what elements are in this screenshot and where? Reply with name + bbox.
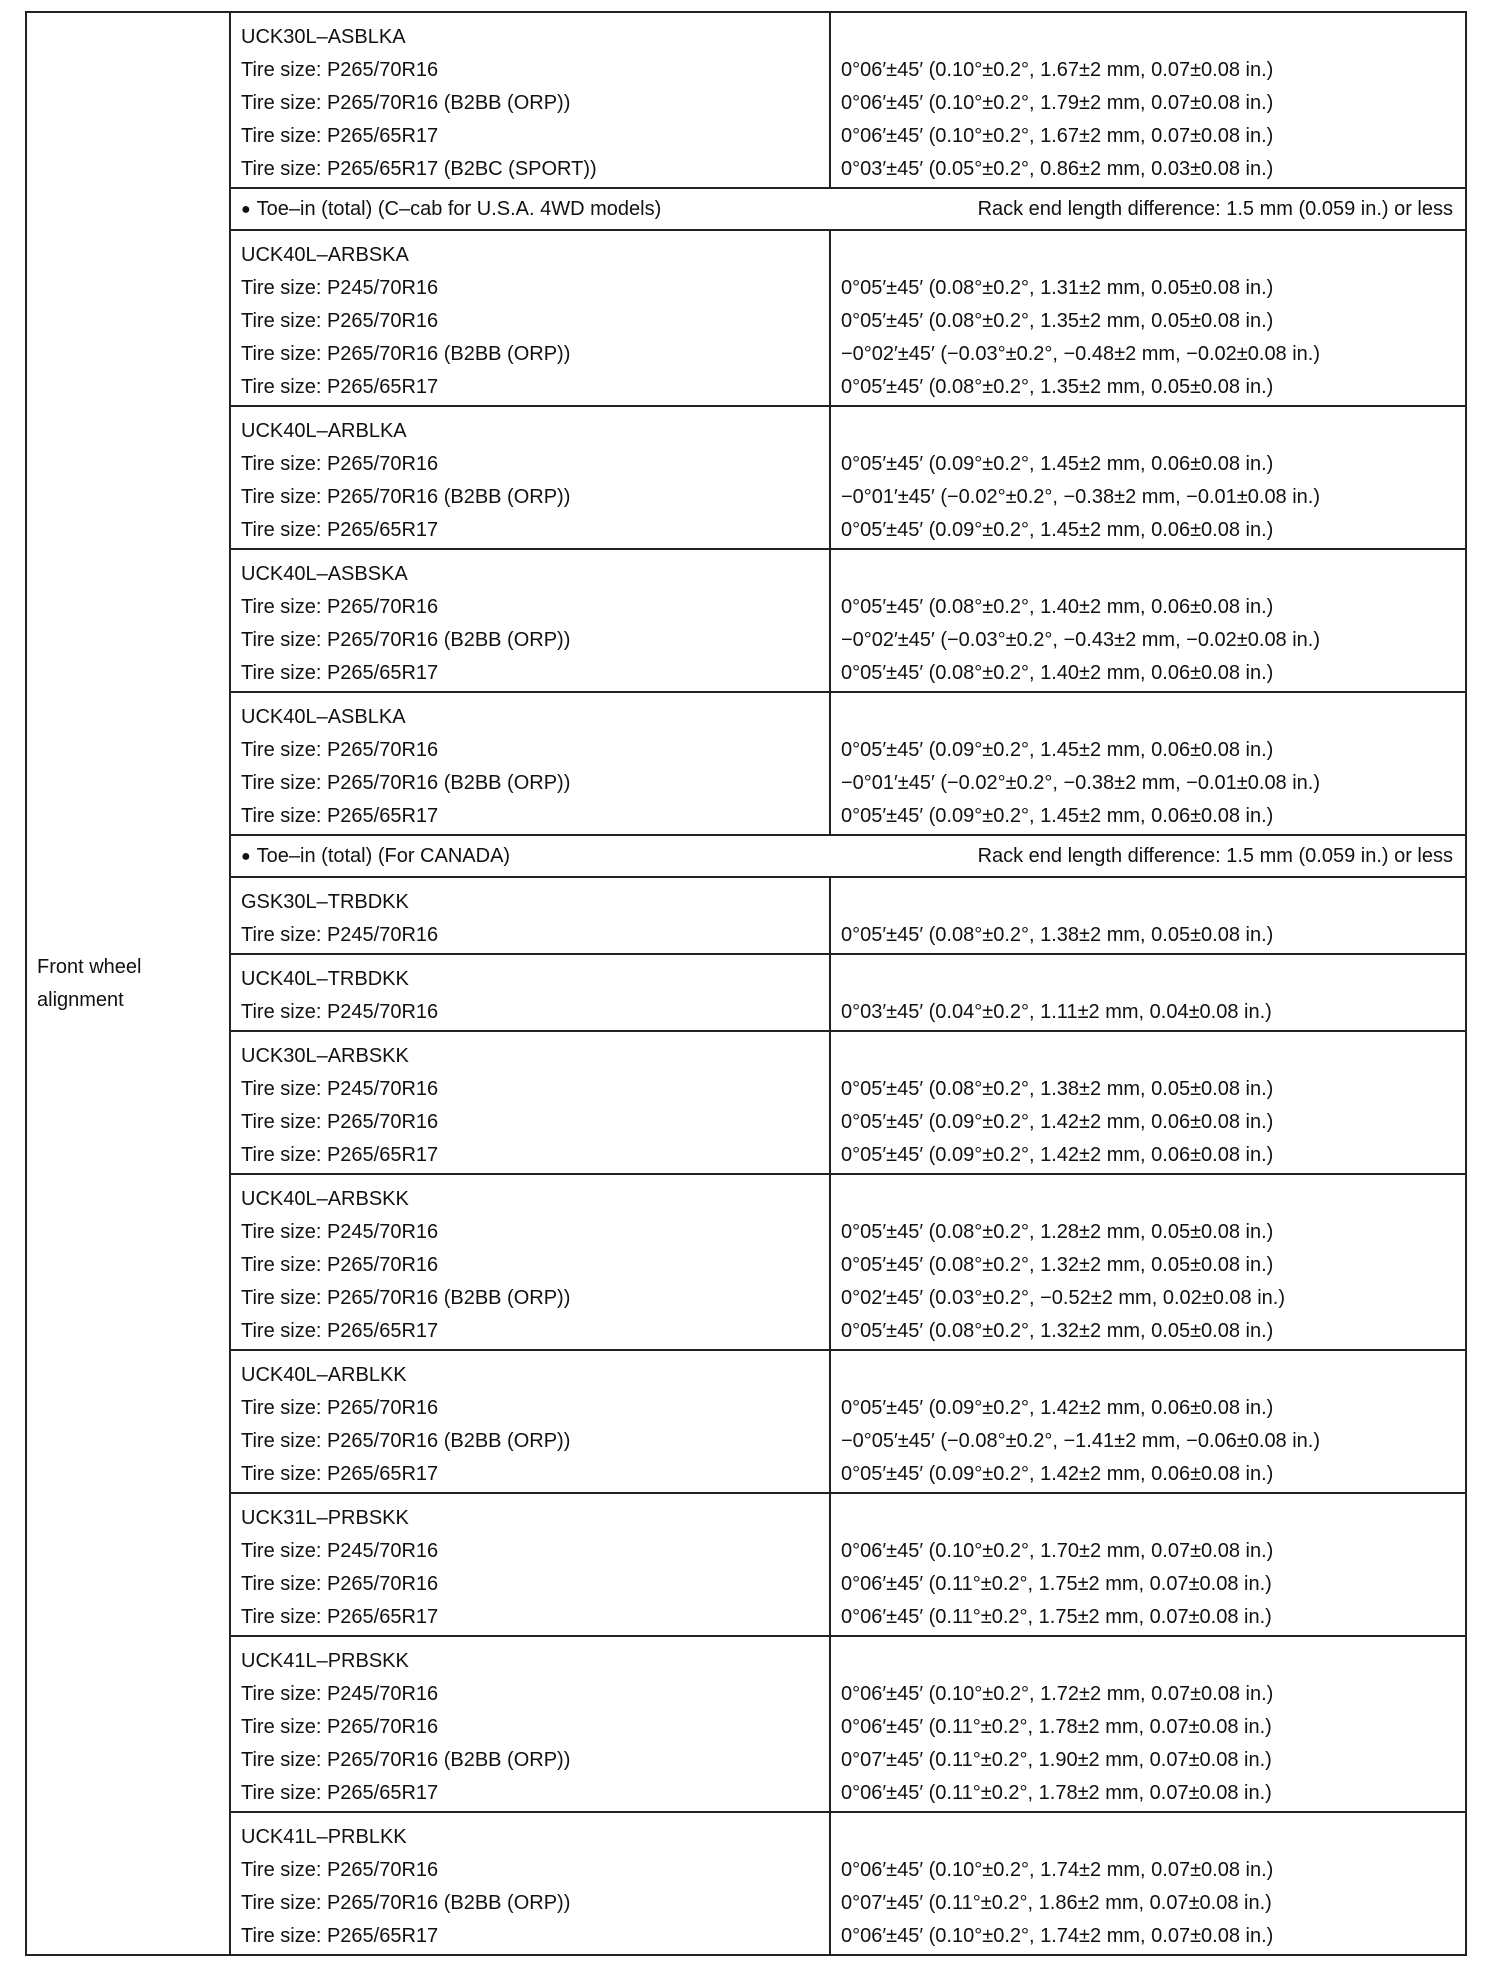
section-header-cell (230, 835, 1466, 877)
toe-in-value: −0°02′±45′ (−0.03°±0.2°, −0.43±2 mm, −0.02±0.08 in.) (841, 629, 1321, 651)
model-cell (230, 877, 830, 954)
toe-in-value: 0°06′±45′ (0.10°±0.2°, 1.70±2 mm, 0.07±0.08 in.) (841, 1540, 1274, 1562)
toe-in-value: 0°07′±45′ (0.11°±0.2°, 1.90±2 mm, 0.07±0.08 in.) (841, 1749, 1272, 1771)
model-group-row (26, 1350, 1466, 1493)
value-spacer (841, 963, 1465, 996)
toe-in-value: 0°05′±45′ (0.08°±0.2°, 1.40±2 mm, 0.06±0.08 in.) (841, 596, 1274, 618)
table-body (26, 12, 1466, 1955)
model-code: UCK40L–TRBDKK (241, 968, 409, 990)
section-header-title: Toe–in (total) (C–cab for U.S.A. 4WD models) (256, 198, 662, 220)
tire-size-label: Tire size: P265/65R17 (241, 662, 439, 684)
model-group-row (26, 549, 1466, 692)
value-spacer (841, 21, 1465, 54)
model-code: UCK40L–ASBLKA (241, 706, 406, 728)
model-cell (230, 549, 830, 692)
tire-size-label: Tire size: P265/65R17 (241, 519, 439, 541)
section-header-title-wrap (241, 189, 661, 229)
tire-size-label: Tire size: P265/70R16 (241, 1111, 439, 1133)
tire-size-label: Tire size: P265/65R17 (241, 1144, 439, 1166)
value-cell (830, 1174, 1466, 1350)
model-code: UCK40L–ARBLKK (241, 1364, 407, 1386)
model-group-row (26, 692, 1466, 835)
toe-in-value: 0°05′±45′ (0.08°±0.2°, 1.38±2 mm, 0.05±0.08 in.) (841, 1078, 1274, 1100)
toe-in-value: 0°05′±45′ (0.08°±0.2°, 1.35±2 mm, 0.05±0.08 in.) (841, 310, 1274, 332)
tire-size-label: Tire size: P265/70R16 (B2BB (ORP)) (241, 92, 571, 114)
tire-size-label: Tire size: P265/70R16 (B2BB (ORP)) (241, 1287, 571, 1309)
value-cell (830, 692, 1466, 835)
value-cell (830, 1812, 1466, 1955)
tire-size-label: Tire size: P265/70R16 (B2BB (ORP)) (241, 343, 571, 365)
model-code: UCK40L–ASBSKA (241, 563, 408, 585)
section-header-row (26, 835, 1466, 877)
tire-size-label: Tire size: P265/65R17 (241, 805, 439, 827)
toe-in-value: 0°06′±45′ (0.10°±0.2°, 1.79±2 mm, 0.07±0.08 in.) (841, 92, 1274, 114)
model-group-row (26, 1031, 1466, 1174)
model-cell (230, 1636, 830, 1812)
toe-in-value: 0°07′±45′ (0.11°±0.2°, 1.86±2 mm, 0.07±0.08 in.) (841, 1892, 1272, 1914)
model-code: UCK40L–ARBSKA (241, 244, 409, 266)
model-group-row (26, 230, 1466, 406)
value-cell (830, 1350, 1466, 1493)
model-group-row (26, 1812, 1466, 1955)
toe-in-value: 0°05′±45′ (0.08°±0.2°, 1.32±2 mm, 0.05±0.08 in.) (841, 1254, 1274, 1276)
bullet-icon: ● (241, 848, 251, 865)
value-cell (830, 549, 1466, 692)
toe-in-value: 0°06′±45′ (0.10°±0.2°, 1.67±2 mm, 0.07±0.08 in.) (841, 125, 1274, 147)
tire-size-label: Tire size: P265/70R16 (241, 310, 439, 332)
model-cell (230, 12, 830, 188)
toe-in-value: 0°05′±45′ (0.09°±0.2°, 1.42±2 mm, 0.06±0.08 in.) (841, 1144, 1274, 1166)
model-cell (230, 692, 830, 835)
tire-size-label: Tire size: P265/70R16 (241, 1254, 439, 1276)
value-cell (830, 1636, 1466, 1812)
value-cell (830, 1031, 1466, 1174)
value-cell (830, 406, 1466, 549)
model-group-row (26, 1493, 1466, 1636)
toe-in-value: −0°02′±45′ (−0.03°±0.2°, −0.48±2 mm, −0.02±0.08 in.) (841, 343, 1321, 365)
model-cell (230, 1031, 830, 1174)
section-header (231, 836, 1465, 876)
bullet-icon: ● (241, 201, 251, 218)
toe-in-value: 0°05′±45′ (0.09°±0.2°, 1.45±2 mm, 0.06±0.08 in.) (841, 739, 1274, 761)
model-code: UCK31L–PRBSKK (241, 1507, 409, 1529)
value-cell (830, 1493, 1466, 1636)
model-cell (230, 230, 830, 406)
tire-size-label: Tire size: P265/70R16 (B2BB (ORP)) (241, 1430, 571, 1452)
tire-size-label: Tire size: P265/70R16 (241, 1573, 439, 1595)
model-code: GSK30L–TRBDKK (241, 891, 409, 913)
tire-size-label: Tire size: P265/65R17 (241, 1606, 439, 1628)
model-cell (230, 1174, 830, 1350)
tire-size-label: Tire size: P265/65R17 (B2BC (SPORT)) (241, 158, 597, 180)
toe-in-value: −0°01′±45′ (−0.02°±0.2°, −0.38±2 mm, −0.01±0.08 in.) (841, 772, 1321, 794)
section-header-note: Rack end length difference: 1.5 mm (0.059 in.) or less (977, 198, 1453, 220)
tire-size-label: Tire size: P265/70R16 (B2BB (ORP)) (241, 1892, 571, 1914)
value-cell (830, 954, 1466, 1031)
tire-size-label: Tire size: P245/70R16 (241, 1540, 439, 1562)
tire-size-label: Tire size: P265/70R16 (B2BB (ORP)) (241, 772, 571, 794)
toe-in-value: 0°05′±45′ (0.08°±0.2°, 1.32±2 mm, 0.05±0.08 in.) (841, 1320, 1274, 1342)
tire-size-label: Tire size: P265/70R16 (241, 596, 439, 618)
alignment-spec-table (25, 11, 1467, 1956)
toe-in-value: −0°01′±45′ (−0.02°±0.2°, −0.38±2 mm, −0.01±0.08 in.) (841, 486, 1321, 508)
toe-in-value: 0°06′±45′ (0.11°±0.2°, 1.75±2 mm, 0.07±0.08 in.) (841, 1573, 1272, 1595)
tire-size-label: Tire size: P265/65R17 (241, 1782, 439, 1804)
tire-size-label: Tire size: P245/70R16 (241, 1221, 439, 1243)
tire-size-label: Tire size: P265/70R16 (B2BB (ORP)) (241, 629, 571, 651)
value-cell (830, 877, 1466, 954)
value-spacer (841, 1359, 1465, 1392)
value-spacer (841, 1502, 1465, 1535)
toe-in-value: 0°06′±45′ (0.11°±0.2°, 1.78±2 mm, 0.07±0.08 in.) (841, 1716, 1272, 1738)
model-group-row (26, 877, 1466, 954)
section-header-title: Toe–in (total) (For CANADA) (256, 845, 511, 867)
toe-in-value: 0°06′±45′ (0.11°±0.2°, 1.75±2 mm, 0.07±0.08 in.) (841, 1606, 1272, 1628)
model-cell (230, 1812, 830, 1955)
tire-size-label: Tire size: P245/70R16 (241, 1078, 439, 1100)
tire-size-label: Tire size: P265/70R16 (241, 59, 439, 81)
tire-size-label: Tire size: P265/65R17 (241, 376, 439, 398)
tire-size-label: Tire size: P265/70R16 (241, 1716, 439, 1738)
value-spacer (841, 1645, 1465, 1678)
row-label-cell (26, 12, 230, 1955)
toe-in-value: 0°06′±45′ (0.10°±0.2°, 1.74±2 mm, 0.07±0.08 in.) (841, 1859, 1274, 1881)
toe-in-value: 0°03′±45′ (0.04°±0.2°, 1.11±2 mm, 0.04±0.08 in.) (841, 1001, 1272, 1023)
value-cell (830, 12, 1466, 188)
model-group-row (26, 406, 1466, 549)
model-cell (230, 954, 830, 1031)
value-spacer (841, 1040, 1465, 1073)
toe-in-value: 0°06′±45′ (0.10°±0.2°, 1.74±2 mm, 0.07±0.08 in.) (841, 1925, 1274, 1947)
value-spacer (841, 558, 1465, 591)
model-code: UCK40L–ARBSKK (241, 1188, 409, 1210)
model-group-row (26, 1636, 1466, 1812)
toe-in-value: 0°06′±45′ (0.10°±0.2°, 1.67±2 mm, 0.07±0.08 in.) (841, 59, 1274, 81)
tire-size-label: Tire size: P245/70R16 (241, 277, 439, 299)
toe-in-value: −0°05′±45′ (−0.08°±0.2°, −1.41±2 mm, −0.06±0.08 in.) (841, 1430, 1321, 1452)
value-cell (830, 230, 1466, 406)
toe-in-value: 0°06′±45′ (0.11°±0.2°, 1.78±2 mm, 0.07±0.08 in.) (841, 1782, 1272, 1804)
toe-in-value: 0°02′±45′ (0.03°±0.2°, −0.52±2 mm, 0.02±0.08 in.) (841, 1287, 1285, 1309)
tire-size-label: Tire size: P245/70R16 (241, 924, 439, 946)
model-group-row (26, 12, 1466, 188)
section-header-cell (230, 188, 1466, 230)
toe-in-value: 0°05′±45′ (0.09°±0.2°, 1.42±2 mm, 0.06±0.08 in.) (841, 1463, 1274, 1485)
model-cell (230, 1350, 830, 1493)
row-label-line: Front wheel (37, 955, 142, 978)
tire-size-label: Tire size: P265/65R17 (241, 1320, 439, 1342)
value-spacer (841, 1821, 1465, 1854)
section-header-row (26, 188, 1466, 230)
tire-size-label: Tire size: P265/70R16 (B2BB (ORP)) (241, 1749, 571, 1771)
toe-in-value: 0°05′±45′ (0.09°±0.2°, 1.42±2 mm, 0.06±0.08 in.) (841, 1397, 1274, 1419)
value-spacer (841, 886, 1465, 919)
tire-size-label: Tire size: P265/70R16 (B2BB (ORP)) (241, 486, 571, 508)
model-code: UCK41L–PRBLKK (241, 1826, 407, 1848)
toe-in-value: 0°05′±45′ (0.08°±0.2°, 1.35±2 mm, 0.05±0.08 in.) (841, 376, 1274, 398)
toe-in-value: 0°05′±45′ (0.08°±0.2°, 1.40±2 mm, 0.06±0.08 in.) (841, 662, 1274, 684)
tire-size-label: Tire size: P265/70R16 (241, 1859, 439, 1881)
tire-size-label: Tire size: P265/70R16 (241, 1397, 439, 1419)
model-code: UCK40L–ARBLKA (241, 420, 407, 442)
value-spacer (841, 239, 1465, 272)
model-cell (230, 1493, 830, 1636)
model-group-row (26, 1174, 1466, 1350)
model-code: UCK30L–ASBLKA (241, 26, 406, 48)
model-group-row (26, 954, 1466, 1031)
section-header-note: Rack end length difference: 1.5 mm (0.059 in.) or less (977, 845, 1453, 867)
toe-in-value: 0°05′±45′ (0.09°±0.2°, 1.45±2 mm, 0.06±0.08 in.) (841, 519, 1274, 541)
toe-in-value: 0°05′±45′ (0.08°±0.2°, 1.38±2 mm, 0.05±0.08 in.) (841, 924, 1274, 946)
value-spacer (841, 1183, 1465, 1216)
toe-in-value: 0°05′±45′ (0.09°±0.2°, 1.45±2 mm, 0.06±0.08 in.) (841, 805, 1274, 827)
model-cell (230, 406, 830, 549)
tire-size-label: Tire size: P245/70R16 (241, 1683, 439, 1705)
tire-size-label: Tire size: P265/65R17 (241, 1925, 439, 1947)
model-code: UCK30L–ARBSKK (241, 1045, 409, 1067)
section-header (231, 189, 1465, 229)
toe-in-value: 0°05′±45′ (0.08°±0.2°, 1.31±2 mm, 0.05±0.08 in.) (841, 277, 1274, 299)
toe-in-value: 0°05′±45′ (0.09°±0.2°, 1.42±2 mm, 0.06±0.08 in.) (841, 1111, 1274, 1133)
tire-size-label: Tire size: P265/70R16 (241, 453, 439, 475)
section-header-title-wrap (241, 836, 510, 876)
toe-in-value: 0°05′±45′ (0.08°±0.2°, 1.28±2 mm, 0.05±0.08 in.) (841, 1221, 1274, 1243)
tire-size-label: Tire size: P265/65R17 (241, 1463, 439, 1485)
row-label-line: alignment (37, 988, 124, 1011)
value-spacer (841, 701, 1465, 734)
toe-in-value: 0°06′±45′ (0.10°±0.2°, 1.72±2 mm, 0.07±0.08 in.) (841, 1683, 1274, 1705)
tire-size-label: Tire size: P265/70R16 (241, 739, 439, 761)
model-code: UCK41L–PRBSKK (241, 1650, 409, 1672)
value-spacer (841, 415, 1465, 448)
tire-size-label: Tire size: P265/65R17 (241, 125, 439, 147)
toe-in-value: 0°03′±45′ (0.05°±0.2°, 0.86±2 mm, 0.03±0.08 in.) (841, 158, 1274, 180)
toe-in-value: 0°05′±45′ (0.09°±0.2°, 1.45±2 mm, 0.06±0.08 in.) (841, 453, 1274, 475)
tire-size-label: Tire size: P245/70R16 (241, 1001, 439, 1023)
